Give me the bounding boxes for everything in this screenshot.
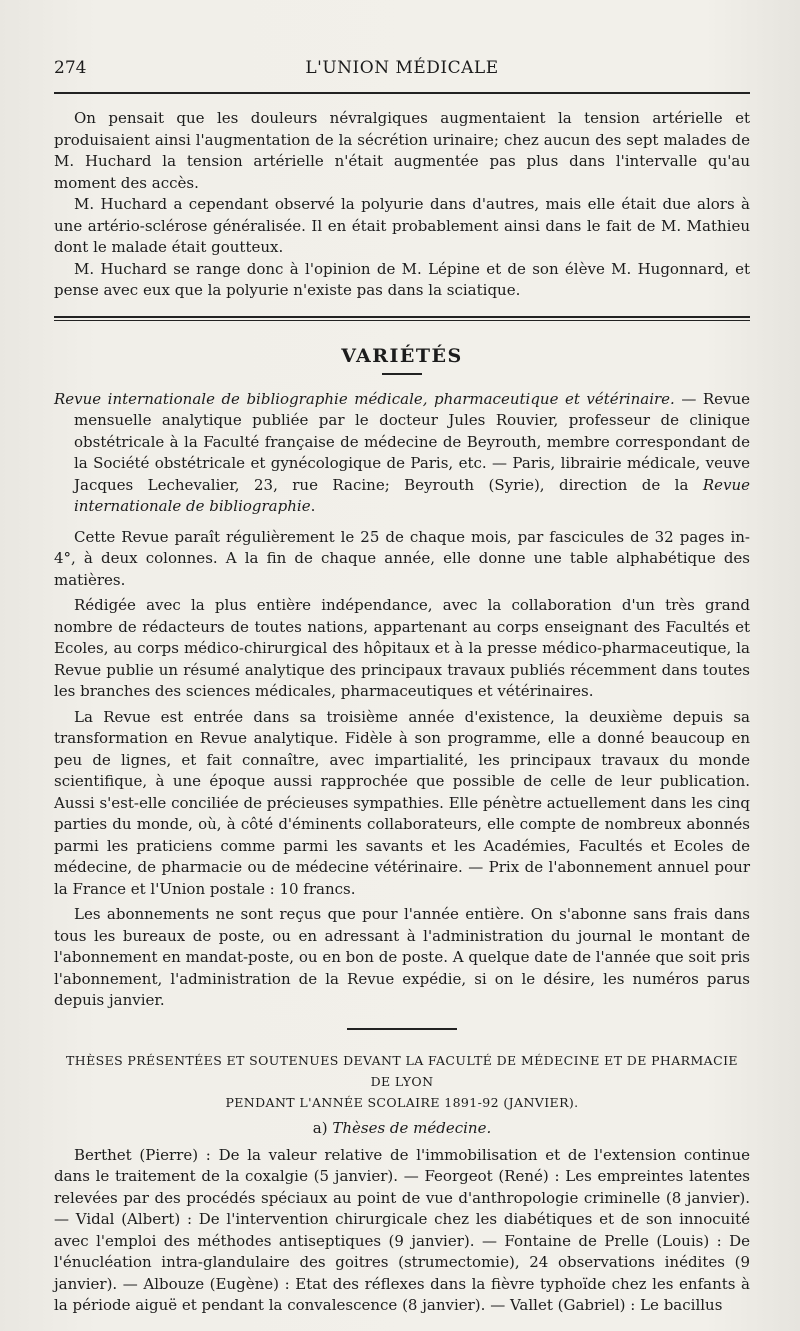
- theses-heading-line-2: PENDANT L'ANNÉE SCOLAIRE 1891-92 (JANVIER).: [225, 1094, 579, 1110]
- section-divider: [54, 316, 750, 321]
- revue-title: Revue internationale de bibliographie médicale, pharmaceutique et vétérinaire.: [54, 389, 675, 408]
- section-heading: VARIÉTÉS: [341, 344, 463, 367]
- body-paragraph: Rédigée avec la plus entière indépendance, avec la collaboration d'un très grand nombre de rédacteurs de toutes nations, appartenant au corps enseignant des Facultés et Ecoles, au corps médico-chirurgical des hôpitaux et à la presse médico-pharmaceutique, la Revue publie un résumé analytique des principaux travaux publiés récemment dans toutes les branches des sciences médicales, pharmaceutiques et vétérinaires.: [54, 596, 750, 700]
- body-paragraph: La Revue est entrée dans sa troisième année d'existence, la deuxième depuis sa transformation en Revue analytique. Fidèle à son programme, elle a donné beaucoup en peu de lignes, et fait connaître, avec impartialité, les principaux travaux du monde scientifique, à une époque aussi rapprochée que possible de celle de leur publication. Aussi s'est-elle conciliée de précieuses sympathies. Elle pénètre actuellement dans les cinq parties du monde, où, à côté d'éminents collaborateurs, elle compte de nombreux abonnés parmi les praticiens comme parmi les savants et les Académies, Facultés et Ecoles de médecine, de pharmacie ou de médecine vétérinaire. — Prix de l'abonnement annuel pour la France et l'Union postale : 10 francs.: [54, 707, 750, 898]
- running-title: L'UNION MÉDICALE: [305, 58, 499, 78]
- revue-description: — Revue mensuelle analytique publiée par le docteur Jules Rouvier, professeur de clinique obstétricale à la Faculté française de médecine de Beyrouth, membre correspondant de la Société obstétricale et gynécologique de Paris, etc. — Paris, librairie médicale, veuve Jacques Lechevalier, 23, rue Racine; Beyrouth (Syrie), direction de la: [74, 389, 750, 494]
- theses-list: Berthet (Pierre) : De la valeur relative de l'immobilisation et de l'extension continue dans le traitement de la coxalgie (5 janvier). — Feorgeot (René) : Les empreintes latentes relevées par des procédés spéciaux au point de vue d'anthropologie criminelle (8 janvier). — Vidal (Albert) : De l'intervention chirurgicale chez les diabétiques et de son innocuité avec l'emploi des méthodes antiseptiques (9 janvier). — Fontaine de Prelle (Louis) : De l'énucléation intra-glandulaire des goitres (strumectomie), 24 observations inédites (9 janvier). — Albouze (Eugène) : Etat des réflexes dans la fièvre typhoïde chez les enfants à la période aiguë et pendant la convalescence (8 janvier). — Vallet (Gabriel) : Le bacillus: [54, 1145, 750, 1314]
- subheading-prefix: a): [312, 1118, 333, 1137]
- intro-paragraph: On pensait que les douleurs névralgiques augmentaient la tension artérielle et produisaient ainsi l'augmentation de la sécrétion urinaire; chez aucun des sept malades de M. Huchard la tension artérielle n'était augmentée pas plus dans l'intervalle qu'au moment des accès.: [54, 109, 750, 192]
- intro-paragraph: M. Huchard a cependant observé la polyurie dans d'autres, mais elle était due alors à une artério-sclérose généralisée. Il en était probablement ainsi dans le fait de M. Mathieu dont le malade était goutteux.: [54, 195, 750, 256]
- theses-divider: [347, 1028, 457, 1030]
- body-paragraph: Les abonnements ne sont reçus que pour l'année entière. On s'abonne sans frais dans tous les bureaux de poste, ou en adressant à l'administration du journal le montant de l'abonnement en mandat-poste, ou en bon de poste. A quelque date de l'année que soit pris l'abonnement, l'administration de la Revue expédie, si on le désire, les numéros parus depuis janvier.: [54, 905, 750, 1009]
- revue-description-end: .: [310, 497, 316, 515]
- subheading-title: Thèses de médecine.: [332, 1118, 492, 1137]
- page-header: [54, 0, 750, 82]
- revue-entry: [54, 389, 750, 518]
- theses-heading-line-1: THÈSES PRÉSENTÉES ET SOUTENUES DEVANT LA FACULTÉ DE MÉDECINE ET DE PHARMACIE DE LYON: [66, 1052, 738, 1089]
- heading-underline: [382, 373, 422, 375]
- theses-subheading: [54, 1119, 750, 1137]
- intro-paragraph: M. Huchard se range donc à l'opinion de M. Lépine et de son élève M. Hugonnard, et pense avec eux que la polyurie n'existe pas dans la sciatique.: [54, 259, 750, 299]
- revue-title-inline: Revue internationale de bibliographie: [74, 475, 750, 515]
- header-rule: [54, 92, 750, 94]
- page-number: 274: [54, 58, 87, 78]
- body-paragraph: Cette Revue paraît régulièrement le 25 de chaque mois, par fascicules de 32 pages in-4°, à deux colonnes. A la fin de chaque année, elle donne une table alphabétique des matières.: [54, 527, 750, 589]
